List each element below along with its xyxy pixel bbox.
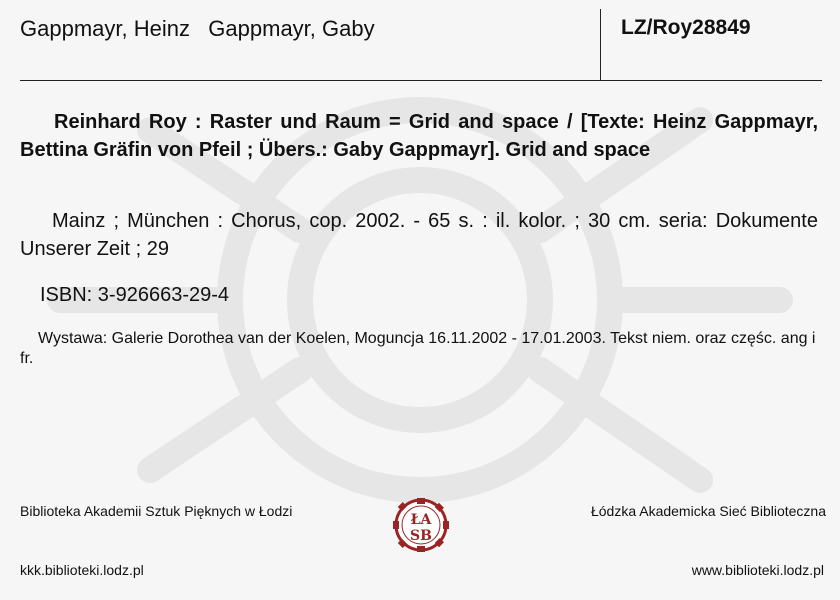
isbn: ISBN: 3-926663-29-4 <box>40 284 230 306</box>
imprint-and-series: Mainz ; München : Chorus, cop. 2002. - 65 s. : il. kolor. ; 30 cm. seria: Dokumente Unserer Zeit ; 29 <box>20 210 818 260</box>
footer-network-name: Łódzka Akademicka Sieć Biblioteczna <box>590 503 826 519</box>
logo-text-top: ŁA <box>410 512 432 528</box>
header-vertical-divider <box>600 9 601 80</box>
logo-text-bottom: SB <box>410 528 432 544</box>
authors-heading: Gappmayr, Heinz Gappmayr, Gaby <box>20 16 375 41</box>
catalog-url-link[interactable]: kkk.biblioteki.lodz.pl <box>20 562 144 578</box>
header-horizontal-divider <box>20 80 822 81</box>
title-statement: Reinhard Roy : Raster und Raum = Grid and space / [Texte: Heinz Gappmayr, Bettina Gräfin von Pfeil ; Übers.: Gaby Gappmayr]. Grid and space <box>20 111 818 161</box>
libraries-url-link[interactable]: www.biblioteki.lodz.pl <box>691 562 824 578</box>
general-note: Wystawa: Galerie Dorothea van der Koelen, Moguncja 16.11.2002 - 17.01.2003. Tekst niem. oraz częśc. ang i fr. <box>20 330 816 367</box>
call-number: LZ/Roy28849 <box>621 16 751 39</box>
footer-library-name: Biblioteka Akademii Sztuk Pięknych w Łodzi <box>20 503 293 519</box>
